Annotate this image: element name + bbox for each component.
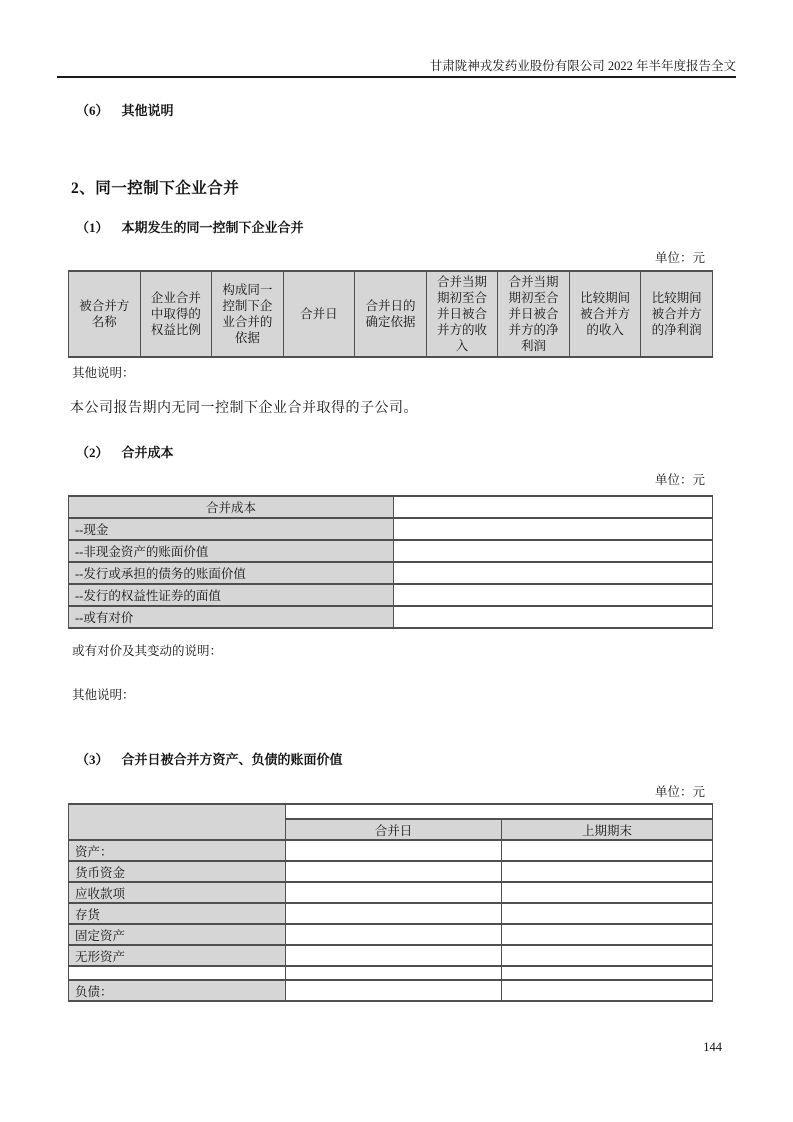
table-row [69,540,713,562]
bv-prior-period-value [502,924,713,945]
bv-row-label: 资产： [69,840,286,861]
section-2-2-number: （2） [76,445,109,460]
bv-merger-date-value [286,924,502,945]
bv-col-header-merger-date: 合并日 [286,819,502,840]
merger-table-header-cell: 合并当期期初至合并日被合并方的净利润 [498,271,570,357]
bv-prior-period-value [502,945,713,966]
merger-table-header-cell: 构成同一控制下企业合并的依据 [212,271,284,357]
cost-row-value [394,518,713,540]
bv-merger-date-value [286,861,502,882]
contingent-consideration-note: 或有对价及其变动的说明： [72,644,223,658]
report-header-title: 甘肃陇神戎发药业股份有限公司 2022 年半年度报告全文 [429,59,736,73]
cost-row-label: --非现金资产的账面价值 [69,540,394,562]
bv-row-label: 应收款项 [69,882,286,903]
section-6-number: （6） [76,103,109,118]
bv-row-label: 无形资产 [69,945,286,966]
section-6-title: 其他说明 [121,103,174,118]
merger-table-header-cell: 比较期间被合并方的净利润 [641,271,713,357]
merger-table-header-cell: 比较期间被合并方的收入 [569,271,641,357]
cost-row-label: --发行的权益性证券的面值 [69,584,394,606]
unit-label-2: 单位：元 [654,473,705,487]
section-2-2-heading [76,442,174,461]
table-row [69,980,713,1001]
bv-merger-date-value [286,966,502,980]
table-row [69,606,713,628]
bv-row-label: 存货 [69,903,286,924]
table-row [69,840,713,861]
table-header-row [69,804,713,819]
cost-row-label: --发行或承担的债务的账面价值 [69,562,394,584]
bv-col-header-prior-period: 上期期末 [502,819,713,840]
bv-row-label: 负债： [69,980,286,1001]
merger-section-heading: 2、同一控制下企业合并 [71,180,240,197]
cost-row-value [394,606,713,628]
section-2-3-number: （3） [76,752,109,767]
table-row [69,518,713,540]
merger-table-header-cell: 合并日的确定依据 [355,271,427,357]
table-row [69,945,713,966]
header-rule [57,76,736,78]
cost-row-value [394,584,713,606]
bv-prior-period-value [502,882,713,903]
cost-row-value [394,540,713,562]
bv-merged-header-cell [286,804,713,819]
bv-row-label [69,966,286,980]
section-2-1-title: 本期发生的同一控制下企业合并 [121,220,304,235]
section-2-3-title: 合并日被合并方资产、负债的账面价值 [121,752,343,767]
merger-table-header-cell: 被合并方名称 [69,271,141,357]
bv-corner-cell [69,804,286,840]
cost-header-cell: 合并成本 [69,496,394,518]
table-row [69,903,713,924]
bv-prior-period-value [502,980,713,1001]
cost-header-value-cell [394,496,713,518]
section-2-1-heading [76,217,304,236]
other-note-1: 其他说明： [72,366,135,380]
bv-prior-period-value [502,861,713,882]
section-6-heading [76,100,174,119]
bv-merger-date-value [286,945,502,966]
bv-row-label: 固定资产 [69,924,286,945]
bv-prior-period-value [502,903,713,924]
merger-table-header-cell: 合并当期期初至合并日被合并方的收入 [426,271,498,357]
cost-row-value [394,562,713,584]
table-row [69,562,713,584]
table-row [69,924,713,945]
bv-merger-date-value [286,840,502,861]
bv-merger-date-value [286,980,502,1001]
page-number: 144 [703,1040,722,1054]
other-note-2: 其他说明： [72,688,135,702]
table-header-row [69,271,713,357]
current-period-merger-table [68,270,713,358]
bv-prior-period-value [502,966,713,980]
table-row [69,966,713,980]
no-merger-statement: 本公司报告期内无同一控制下企业合并取得的子公司。 [70,401,418,416]
bv-row-label: 货币资金 [69,861,286,882]
table-row [69,584,713,606]
merger-table-header-cell: 企业合并中取得的权益比例 [140,271,212,357]
merger-table-header-cell: 合并日 [283,271,355,357]
unit-label-3: 单位：元 [654,785,705,799]
bv-merger-date-value [286,882,502,903]
book-value-table [68,803,713,1002]
table-row [69,861,713,882]
cost-row-label: --或有对价 [69,606,394,628]
section-2-2-title: 合并成本 [121,445,174,460]
merger-cost-table [68,495,713,629]
unit-label-1: 单位：元 [654,251,705,265]
bv-prior-period-value [502,840,713,861]
bv-merger-date-value [286,903,502,924]
table-row [69,882,713,903]
section-2-3-heading [76,749,343,768]
cost-row-label: --现金 [69,518,394,540]
table-header-row [69,496,713,518]
section-2-1-number: （1） [76,220,109,235]
